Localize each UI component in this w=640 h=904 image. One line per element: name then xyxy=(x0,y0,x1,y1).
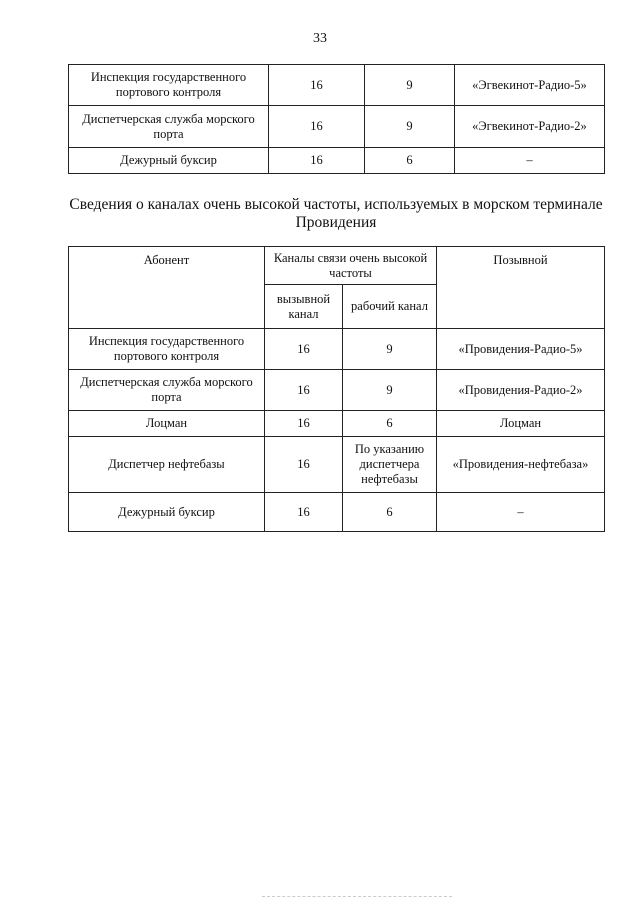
subscriber-header: Абонент xyxy=(69,247,265,329)
callsign-header: Позывной xyxy=(437,247,605,329)
section-title: Сведения о каналах очень высокой частоты, используемых в морском терминале Провидения xyxy=(69,196,603,231)
callsign-cell: – xyxy=(455,148,605,174)
scan-artifact-line xyxy=(262,896,452,899)
subscriber-cell: Диспетчерская служба морского порта xyxy=(69,370,265,411)
page-number: 33 xyxy=(313,31,327,46)
calling-channel-cell: 16 xyxy=(269,65,365,106)
subscriber-cell: Инспекция государственного портового контроля xyxy=(69,65,269,106)
callsign-cell: Лоцман xyxy=(437,411,605,437)
working-channel-cell: 6 xyxy=(343,493,437,532)
table-row xyxy=(69,437,605,493)
table-row xyxy=(69,65,605,106)
working-channel-cell: 6 xyxy=(343,411,437,437)
table-row xyxy=(69,493,605,532)
calling-channel-header: вызывной канал xyxy=(265,285,343,329)
main-table xyxy=(68,246,605,532)
callsign-cell: «Провидения-Радио-5» xyxy=(437,329,605,370)
calling-channel-cell: 16 xyxy=(265,411,343,437)
callsign-cell: – xyxy=(437,493,605,532)
calling-channel-cell: 16 xyxy=(269,106,365,148)
channels-header: Каналы связи очень высокой частоты xyxy=(265,247,437,285)
calling-channel-cell: 16 xyxy=(265,329,343,370)
table-row xyxy=(69,411,605,437)
table-row xyxy=(69,106,605,148)
working-channel-cell: 9 xyxy=(343,370,437,411)
calling-channel-cell: 16 xyxy=(265,370,343,411)
callsign-cell: «Провидения-Радио-2» xyxy=(437,370,605,411)
working-channel-cell: По указанию диспетчера нефтебазы xyxy=(343,437,437,493)
working-channel-cell: 9 xyxy=(343,329,437,370)
table-row xyxy=(69,329,605,370)
calling-channel-cell: 16 xyxy=(269,148,365,174)
subscriber-cell: Дежурный буксир xyxy=(69,493,265,532)
subscriber-cell: Лоцман xyxy=(69,411,265,437)
subscriber-cell: Диспетчер нефтебазы xyxy=(69,437,265,493)
working-channel-header: рабочий канал xyxy=(343,285,437,329)
subscriber-cell: Диспетчерская служба морского порта xyxy=(69,106,269,148)
table-row xyxy=(69,370,605,411)
callsign-cell: «Эгвекинот-Радио-2» xyxy=(455,106,605,148)
subscriber-cell: Дежурный буксир xyxy=(69,148,269,174)
table-row xyxy=(69,148,605,174)
callsign-cell: «Провидения-нефтебаза» xyxy=(437,437,605,493)
header-row xyxy=(69,247,605,285)
working-channel-cell: 9 xyxy=(365,106,455,148)
subscriber-cell: Инспекция государственного портового контроля xyxy=(69,329,265,370)
working-channel-cell: 6 xyxy=(365,148,455,174)
top-table xyxy=(68,64,605,174)
calling-channel-cell: 16 xyxy=(265,437,343,493)
callsign-cell: «Эгвекинот-Радио-5» xyxy=(455,65,605,106)
working-channel-cell: 9 xyxy=(365,65,455,106)
calling-channel-cell: 16 xyxy=(265,493,343,532)
